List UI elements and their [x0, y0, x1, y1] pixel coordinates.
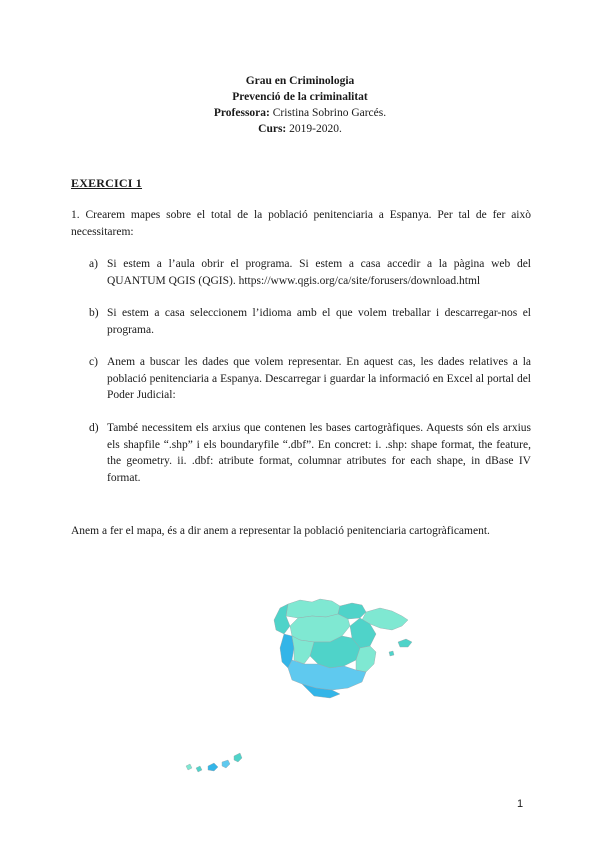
list-item-text: Si estem a l’aula obrir el programa. Si estem a casa accedir a la pàgina web del QUANTUM QGIS (QGIS). https://www.qgis.org/ca/site/forusers/download.html	[107, 258, 531, 287]
list-marker: b)	[89, 307, 99, 319]
degree-title: Grau en Criminologia	[245, 75, 355, 87]
list-item-text: Si estem a casa seleccionem l’idioma amb el que volem treballar i descarregar-nos el programa.	[107, 307, 531, 336]
course-subject: Prevenció de la criminalitat	[232, 91, 368, 103]
professor-line: Professora: Cristina Sobrino Garcés.	[213, 107, 387, 119]
list-marker: a)	[89, 258, 98, 270]
map-region	[208, 763, 218, 771]
intro-paragraph: 1. Crearem mapes sobre el total de la població penitenciaria a Espanya. Per tal de fer això necessitarem:	[71, 209, 531, 238]
document-header	[0, 73, 600, 137]
closing-paragraph: Anem a fer el mapa, és a dir anem a representar la població penitenciaria cartogràficament.	[71, 525, 490, 537]
page-number: 1	[517, 798, 524, 810]
map-region	[286, 599, 340, 618]
spain-choropleth-map	[180, 590, 430, 780]
section-title: EXERCICI 1	[71, 176, 143, 190]
list-item-text: També necessitem els arxius que contenen les bases cartogràfiques. Aquests són els arxius els shapfile “.shp” i els boundaryfile “.dbf”. En concret: i. .shp: shape format, the feature, the geometry. ii. .dbf: atribute format, columnar atributes for each shape, in dBase IV format.	[107, 422, 531, 484]
map-region	[389, 651, 394, 656]
list-marker: d)	[89, 422, 99, 434]
map-region	[186, 764, 192, 770]
map-region	[234, 753, 242, 762]
list-marker: c)	[89, 356, 98, 368]
map-region	[222, 760, 230, 768]
map-region	[196, 766, 202, 772]
map-region	[398, 639, 412, 647]
course-year-line: Curs: 2019-2020.	[258, 123, 342, 135]
list-item-text: Anem a buscar les dades que volem representar. En aquest cas, les dades relatives a la població penitenciaria a Espanya. Descarregar i guardar la informació en Excel al portal del Poder Judicial:	[107, 356, 531, 401]
